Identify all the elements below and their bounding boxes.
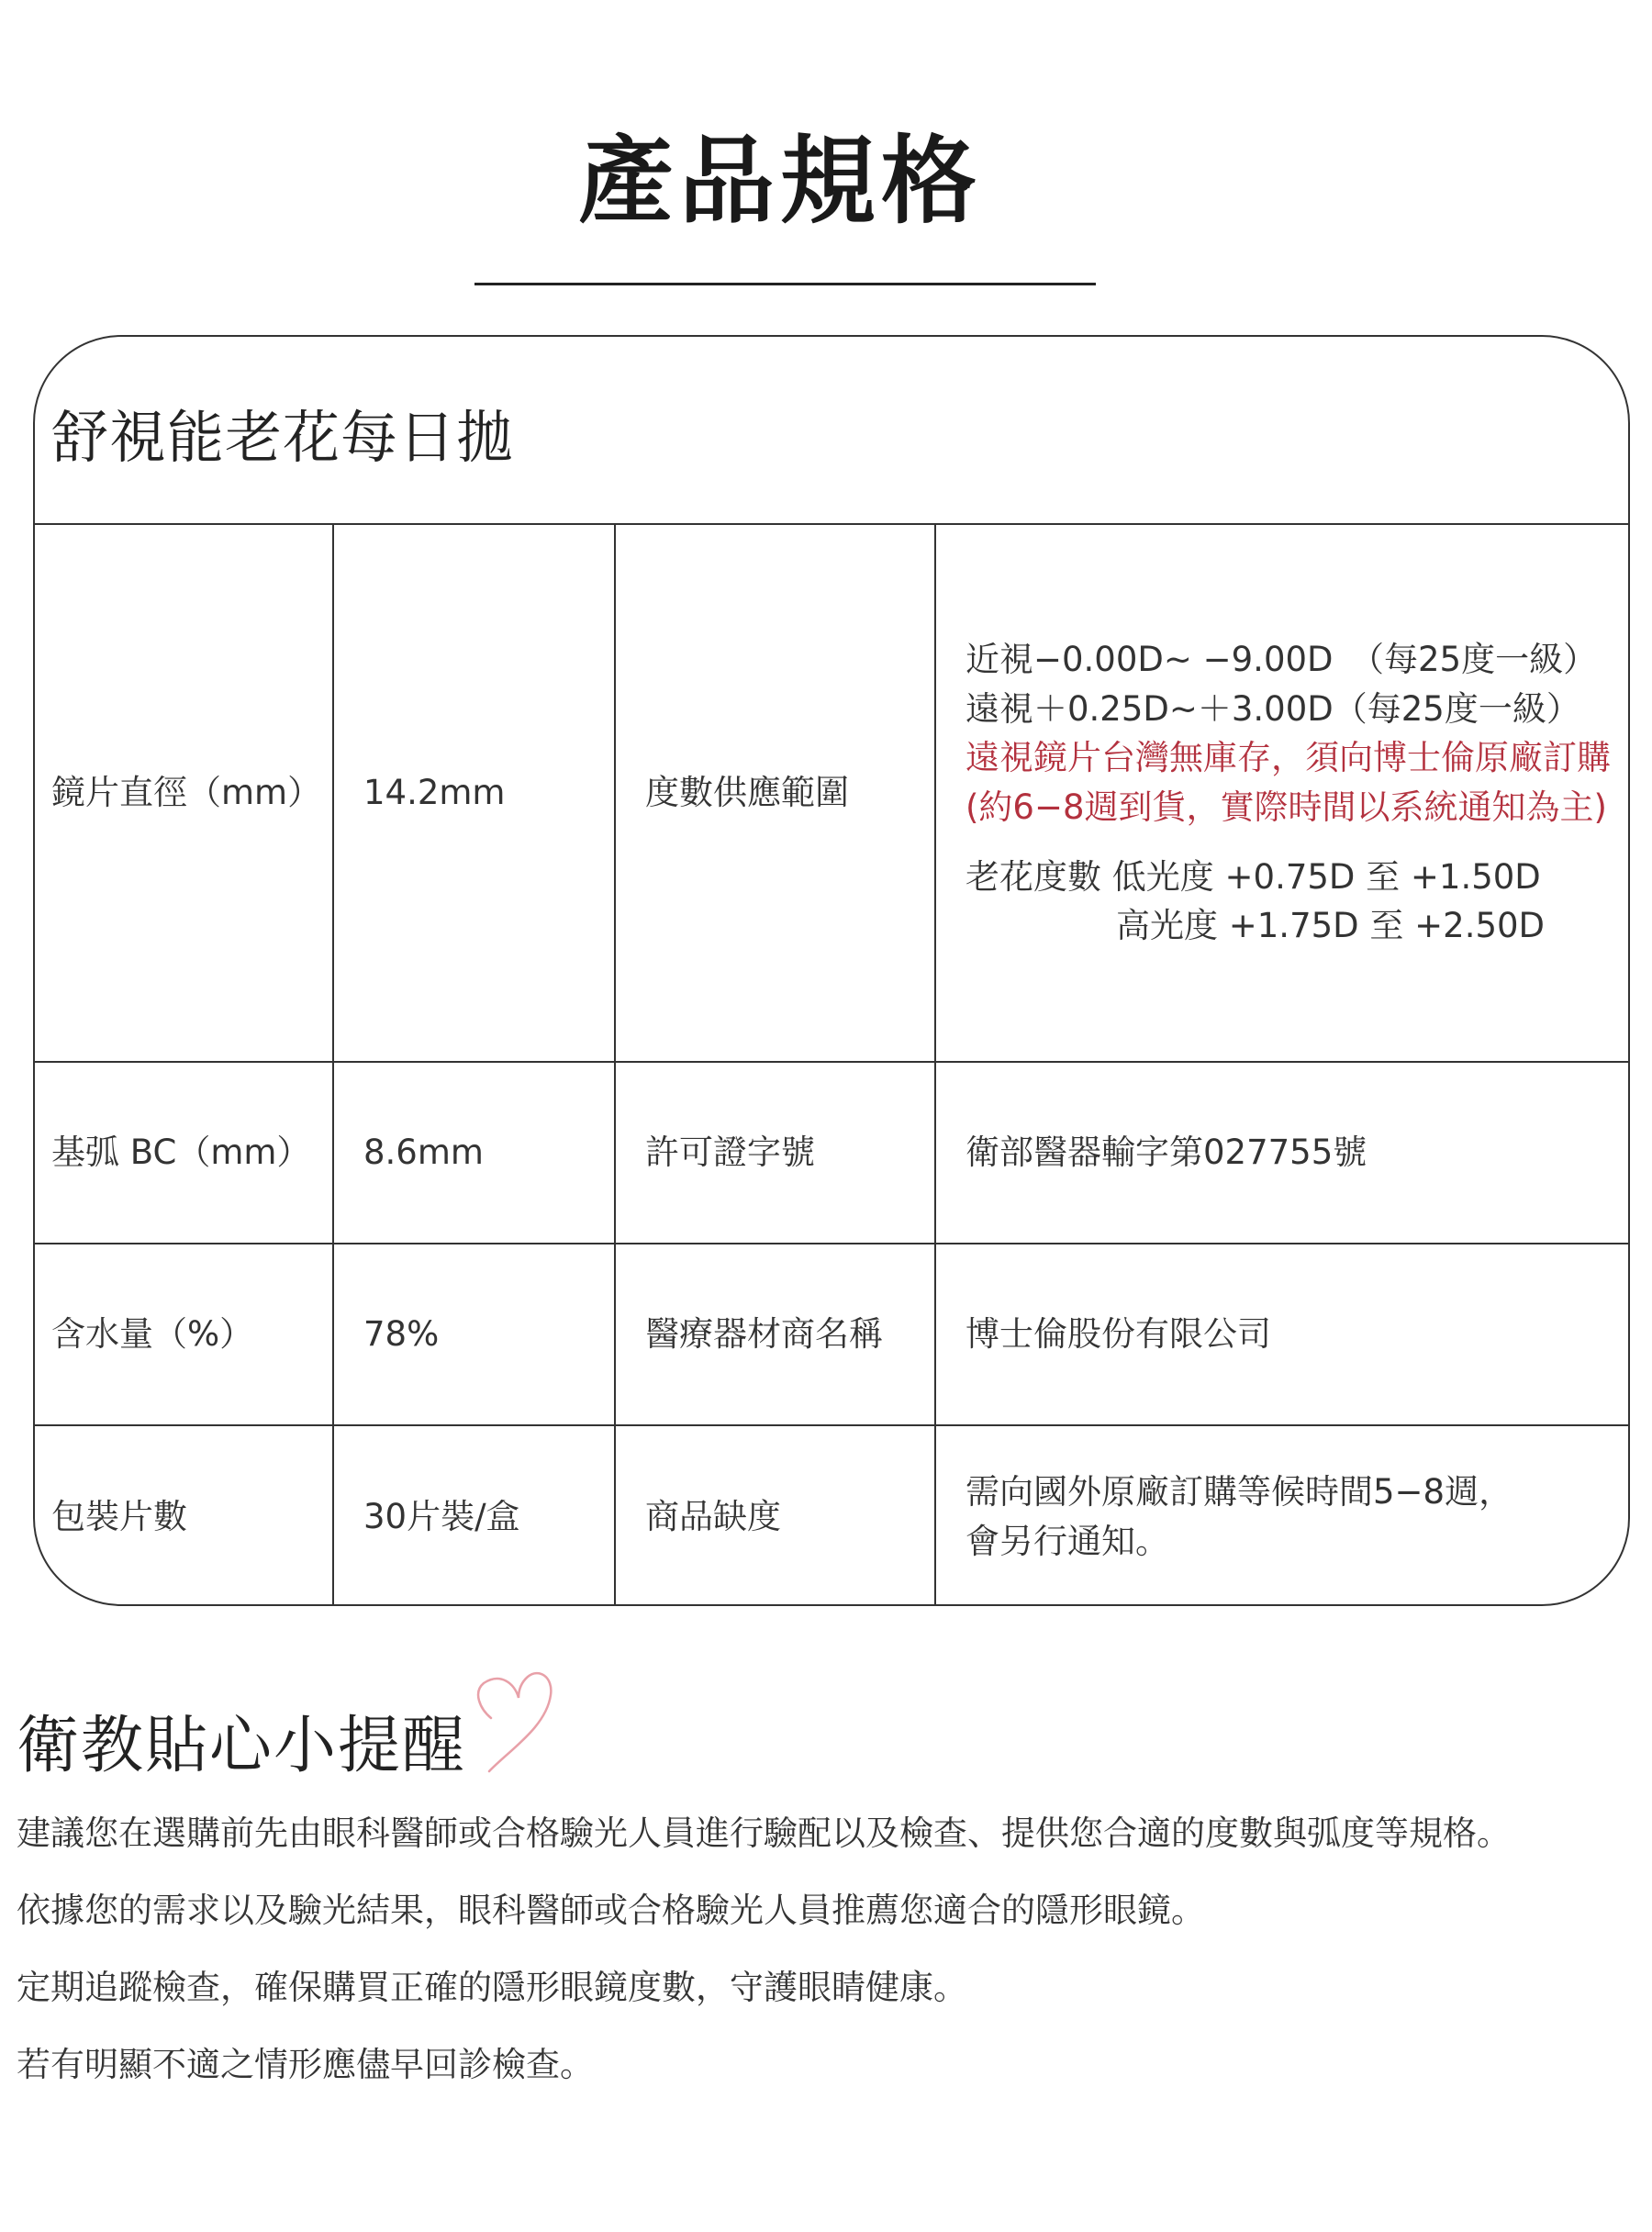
table-row bbox=[35, 1425, 1630, 1606]
hyperopia-note-2: (約6−8週到貨，實際時間以系統通知為主) bbox=[966, 787, 1607, 827]
tips-title: 衛教貼心小提醒 bbox=[17, 1710, 467, 1782]
manufacturer-value: 博士倫股份有限公司 bbox=[935, 1244, 1630, 1425]
page-title: 產品規格 bbox=[577, 125, 982, 237]
license-value: 衛部醫器輸字第027755號 bbox=[935, 1062, 1630, 1244]
license-label: 許可證字號 bbox=[615, 1062, 935, 1244]
base-curve-value: 8.6mm bbox=[333, 1062, 615, 1244]
spec-table bbox=[35, 523, 1630, 1606]
tip-item: 若有明顯不適之情形應儘早回診檢查。 bbox=[17, 2045, 594, 2084]
table-row bbox=[35, 524, 1630, 1062]
hyperopia-note-1: 遠視鏡片台灣無庫存，須向博士倫原廠訂購 bbox=[966, 738, 1611, 778]
tips-list bbox=[17, 1808, 1632, 2116]
power-range-label: 度數供應範圍 bbox=[615, 524, 935, 1062]
presbyopia-high: 高光度 +1.75D 至 +2.50D bbox=[1116, 906, 1546, 946]
manufacturer-label: 醫療器材商名稱 bbox=[615, 1244, 935, 1425]
title-divider bbox=[474, 283, 1096, 285]
tip-item: 建議您在選購前先由眼科醫師或合格驗光人員進行驗配以及檢查、提供您合適的度數與弧度等規格。 bbox=[17, 1814, 1511, 1853]
lens-diameter-value: 14.2mm bbox=[333, 524, 615, 1062]
table-row bbox=[35, 1062, 1630, 1244]
package-label: 包裝片數 bbox=[35, 1425, 333, 1606]
water-content-value: 78% bbox=[333, 1244, 615, 1425]
hyperopia-range: 遠視＋0.25D~＋3.00D（每25度一級） bbox=[966, 688, 1580, 729]
water-content-label: 含水量（%） bbox=[35, 1244, 333, 1425]
base-curve-label: 基弧 BC（mm） bbox=[35, 1062, 333, 1244]
myopia-range: 近視−0.00D~ −9.00D （每25度一級） bbox=[966, 640, 1598, 680]
presbyopia-low: 老花度數 低光度 +0.75D 至 +1.50D bbox=[966, 856, 1541, 897]
shortage-note-cell bbox=[935, 1425, 1630, 1606]
spec-card bbox=[33, 335, 1630, 1606]
shortage-note-2: 會另行通知。 bbox=[966, 1521, 1169, 1561]
heart-icon bbox=[473, 1663, 555, 1773]
package-value: 30片裝/盒 bbox=[333, 1425, 615, 1606]
power-range-cell bbox=[935, 524, 1630, 1062]
shortage-label: 商品缺度 bbox=[615, 1425, 935, 1606]
shortage-note-1: 需向國外原廠訂購等候時間5−8週， bbox=[966, 1471, 1513, 1512]
product-name: 舒視能老花每日拋 bbox=[51, 404, 515, 471]
lens-diameter-label: 鏡片直徑（mm） bbox=[35, 524, 333, 1062]
tip-item: 依據您的需求以及驗光結果，眼科醫師或合格驗光人員推薦您適合的隱形眼鏡。 bbox=[17, 1891, 1205, 1930]
tip-item: 定期追蹤檢查，確保購買正確的隱形眼鏡度數，守護眼睛健康。 bbox=[17, 1968, 967, 2007]
power-range-block bbox=[966, 635, 1630, 951]
range-spacer bbox=[966, 832, 1630, 853]
table-row bbox=[35, 1244, 1630, 1425]
